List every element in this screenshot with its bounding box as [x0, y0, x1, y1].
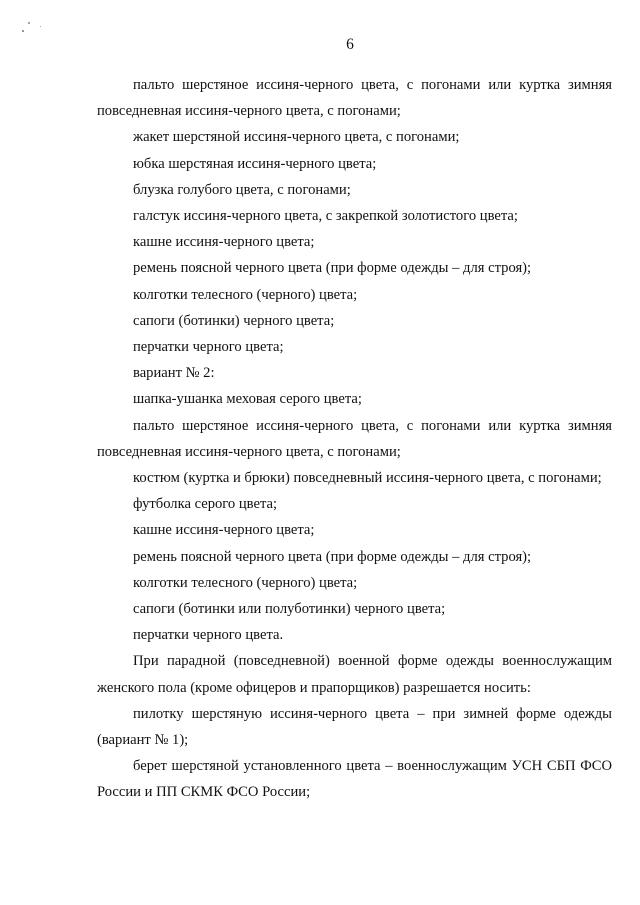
list-item: колготки телесного (черного) цвета;: [133, 574, 358, 591]
list-item: пилотку шерстяную иссиня-черного цвета – при зимней форме одежды (вариант № 1);: [97, 705, 612, 749]
list-item: футболка серого цвета;: [133, 496, 278, 513]
list-item: кашне иссиня-черного цвета;: [133, 234, 315, 251]
list-item: колготки телесного (черного) цвета;: [133, 286, 358, 303]
list-item: пальто шерстяное иссиня-черного цвета, с погонами или куртка зимняя повседневная иссиня-черного цвета, с погонами;: [97, 417, 612, 460]
list-item: ремень поясной черного цвета (при форме одежды – для строя);: [133, 548, 532, 565]
list-item: берет шерстяной установленного цвета – военнослужащим УСН СБП ФСО России и ПП СКМК ФСО России;: [97, 758, 612, 801]
list-item: перчатки черного цвета.: [133, 627, 284, 644]
list-item: сапоги (ботинки или полуботинки) черного цвета;: [133, 601, 446, 618]
scan-speck: [22, 30, 24, 32]
scan-speck: [28, 22, 30, 24]
page-number: 6: [346, 36, 354, 53]
document-body: [97, 72, 612, 806]
list-item: сапоги (ботинки) черного цвета;: [133, 312, 335, 329]
list-item: костюм (куртка и брюки) повседневный иссиня-черного цвета, с погонами;: [133, 470, 602, 487]
list-item: ремень поясной черного цвета (при форме одежды – для строя);: [133, 260, 532, 277]
list-item: жакет шерстяной иссиня-черного цвета, с погонами;: [133, 129, 460, 146]
list-item: юбка шерстяная иссиня-черного цвета;: [133, 155, 377, 172]
body-paragraph: При парадной (повседневной) военной форме одежды военнослужащим женского пола (кроме офицеров и прапорщиков) разрешается носить:: [97, 653, 612, 696]
variant-heading: вариант № 2:: [133, 365, 215, 382]
list-item: шапка-ушанка меховая серого цвета;: [133, 391, 362, 408]
scan-speck: [40, 26, 41, 27]
list-item: галстук иссиня-черного цвета, с закрепкой золотистого цвета;: [133, 208, 518, 225]
list-item: перчатки черного цвета;: [133, 339, 284, 356]
list-item: кашне иссиня-черного цвета;: [133, 522, 315, 539]
list-item: блузка голубого цвета, с погонами;: [133, 181, 351, 198]
list-item: пальто шерстяное иссиня-черного цвета, с погонами или куртка зимняя повседневная иссиня-черного цвета, с погонами;: [97, 77, 612, 120]
